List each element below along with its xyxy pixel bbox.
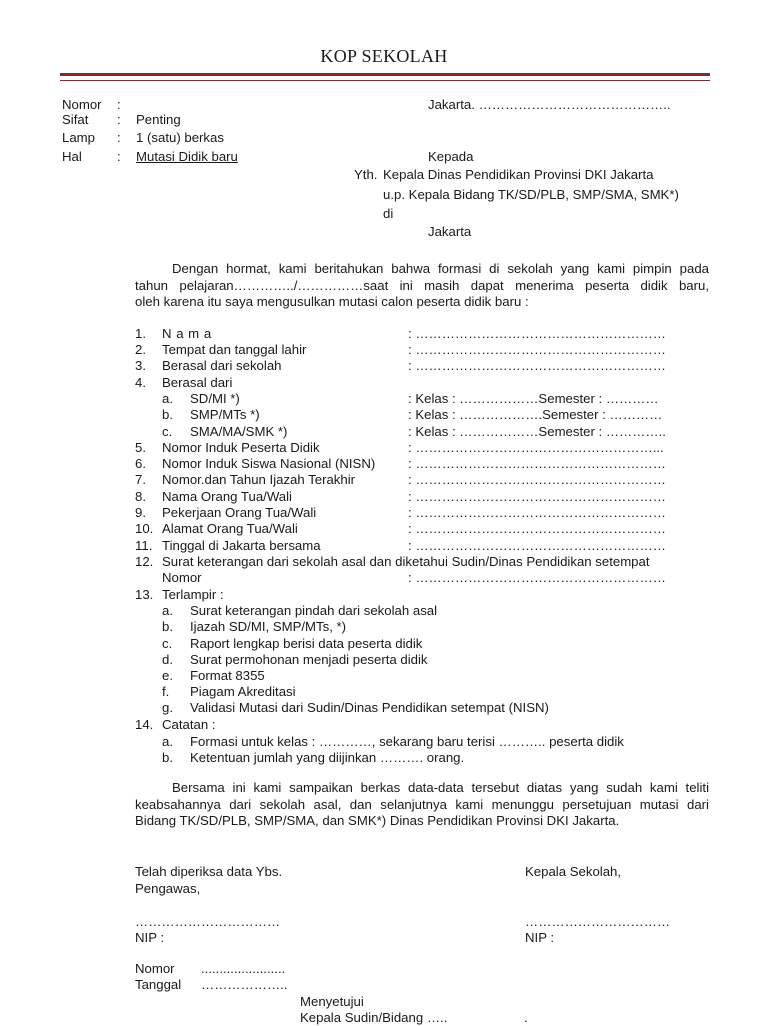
kepala-signature-dots: ……………………………: [525, 914, 671, 929]
item-label-6: Nomor Induk Siswa Nasional (NISN): [162, 456, 376, 471]
lamp-label: Lamp: [62, 130, 95, 145]
item-number-14: 14.: [135, 717, 154, 732]
attachment-b: Ijazah SD/MI, SMP/MTs, *): [190, 619, 347, 634]
intro-line-3: oleh karena itu saya mengusulkan mutasi calon peserta didik baru :: [135, 294, 529, 309]
nomor-footer-dots: .......................: [201, 961, 286, 976]
item-number-12: 12.: [135, 554, 154, 569]
item-number-7: 7.: [135, 472, 146, 487]
attachment-letter-f: f.: [162, 684, 170, 699]
item-fill-6: : …………………………………………………: [408, 456, 666, 471]
pengawas-line-2: Pengawas,: [135, 881, 201, 896]
subitem-fill-4c: : Kelas : ………………Semester : …………..: [408, 424, 666, 439]
subitem-label-4b: SMP/MTs *): [190, 407, 260, 422]
lamp-value: 1 (satu) berkas: [136, 130, 224, 145]
nomor-footer-label: Nomor: [135, 961, 175, 976]
recipient-di: di: [383, 206, 394, 221]
intro-line-2: tahun pelajaran…………../……………saat ini masih dapat menerima peserta didik baru,: [135, 277, 709, 293]
item-label-10: Alamat Orang Tua/Wali: [162, 521, 298, 536]
pengawas-nip: NIP :: [135, 930, 165, 945]
sifat-value: Penting: [136, 112, 181, 127]
nomor-label: Nomor: [62, 97, 102, 112]
attachment-f: Piagam Akreditasi: [190, 684, 296, 699]
item-number-5: 5.: [135, 440, 146, 455]
closing-line-3: Bidang TK/SD/PLB, SMP/SMA, dan SMK*) Dinas Pendidikan Provinsi DKI Jakarta.: [135, 813, 620, 828]
item-number-11: 11.: [135, 538, 153, 553]
subitem-fill-4a: : Kelas : ………………Semester : …………: [408, 391, 659, 406]
item-fill-8: : …………………………………………………: [408, 489, 666, 504]
header-rule-thick: [60, 73, 710, 76]
item-fill-11: : …………………………………………………: [408, 538, 666, 553]
closing-line-1: Bersama ini kami sampaikan berkas data-data tersebut diatas yang sudah kami teliti: [172, 780, 709, 795]
kepala-nip: NIP :: [525, 930, 555, 945]
kepala-sudin-label: Kepala Sudin/Bidang …..: [300, 1010, 448, 1025]
item-label-12: Surat keterangan dari sekolah asal dan diketahui Sudin/Dinas Pendidikan setempat: [162, 554, 650, 569]
recipient-city: Jakarta: [428, 224, 472, 239]
pengawas-signature-dots: ……………………………: [135, 914, 281, 929]
item-label-7: Nomor.dan Tahun Ijazah Terakhir: [162, 472, 356, 487]
item-label-9: Pekerjaan Orang Tua/Wali: [162, 505, 317, 520]
closing-line-2: keabsahannya dari sekolah asal, dan selanjutnya kami menunggu persetujuan mutasi dari: [135, 796, 709, 812]
item-number-1: 1.: [135, 326, 146, 341]
attachment-letter-a: a.: [162, 603, 173, 618]
kepala-sekolah-label: Kepala Sekolah,: [525, 864, 622, 879]
tanggal-footer-dots: ………………..: [201, 977, 288, 992]
note-a: Formasi untuk kelas : …………, sekarang baru terisi ……….. peserta didik: [190, 734, 624, 749]
yth-label: Yth.: [354, 167, 378, 182]
sifat-colon: :: [117, 112, 121, 127]
pengawas-line-1: Telah diperiksa data Ybs.: [135, 864, 283, 879]
attachment-e: Format 8355: [190, 668, 265, 683]
item-label-2: Tempat dan tanggal lahir: [162, 342, 307, 357]
subitem-letter-4a: a.: [162, 391, 173, 406]
note-letter-b: b.: [162, 750, 173, 765]
subitem-letter-4c: c.: [162, 424, 173, 439]
item-fill-5: : ………………………………………………...: [408, 440, 664, 455]
item-fill-2: : …………………………………………………: [408, 342, 666, 357]
item-number-9: 9.: [135, 505, 146, 520]
item-label-13: Terlampir :: [162, 587, 224, 602]
menyetujui-label: Menyetujui: [300, 994, 364, 1009]
item-label-1: N a m a: [162, 326, 212, 341]
item-number-2: 2.: [135, 342, 146, 357]
closing-paragraph: [135, 780, 709, 830]
item-label-12-nomor: Nomor: [162, 570, 202, 585]
subitem-fill-4b: : Kelas : ……………….Semester : …………: [408, 407, 663, 422]
attachment-a: Surat keterangan pindah dari sekolah asal: [190, 603, 438, 618]
note-b: Ketentuan jumlah yang diijinkan ………. orang.: [190, 750, 465, 765]
hal-value: Mutasi Didik baru: [136, 149, 238, 164]
hal-colon: :: [117, 149, 121, 164]
attachment-letter-e: e.: [162, 668, 173, 683]
item-label-11: Tinggal di Jakarta bersama: [162, 538, 321, 553]
item-label-4: Berasal dari: [162, 375, 233, 390]
page-title: KOP SEKOLAH: [320, 46, 448, 66]
trailing-mark: .: [524, 1010, 528, 1025]
item-fill-10: : …………………………………………………: [408, 521, 666, 536]
recipient-line-2: u.p. Kepala Bidang TK/SD/PLB, SMP/SMA, SMK*): [383, 187, 679, 202]
item-fill-9: : …………………………………………………: [408, 505, 666, 520]
hal-label: Hal: [62, 149, 82, 164]
sifat-label: Sifat: [62, 112, 89, 127]
attachment-letter-d: d.: [162, 652, 173, 667]
item-number-10: 10.: [135, 521, 154, 536]
tanggal-footer-label: Tanggal: [135, 977, 182, 992]
item-label-5: Nomor Induk Peserta Didik: [162, 440, 320, 455]
nomor-colon: :: [117, 97, 121, 112]
intro-paragraph: [135, 261, 709, 311]
item-number-8: 8.: [135, 489, 146, 504]
attachment-g: Validasi Mutasi dari Sudin/Dinas Pendidikan setempat (NISN): [190, 700, 549, 715]
subitem-letter-4b: b.: [162, 407, 173, 422]
item-fill-12: : …………………………………………………: [408, 570, 666, 585]
recipient-line-1: Kepala Dinas Pendidikan Provinsi DKI Jakarta: [383, 167, 654, 182]
item-number-4: 4.: [135, 375, 146, 390]
item-fill-7: : …………………………………………………: [408, 472, 666, 487]
attachment-letter-b: b.: [162, 619, 173, 634]
item-label-8: Nama Orang Tua/Wali: [162, 489, 292, 504]
kepada-label: Kepada: [428, 149, 474, 164]
item-number-3: 3.: [135, 358, 146, 373]
attachment-d: Surat permohonan menjadi peserta didik: [190, 652, 428, 667]
attachment-letter-g: g.: [162, 700, 173, 715]
subitem-label-4a: SD/MI *): [190, 391, 240, 406]
place-date: Jakarta. ……………………………………..: [428, 97, 671, 112]
attachment-letter-c: c.: [162, 636, 173, 651]
item-number-13: 13.: [135, 587, 154, 602]
item-fill-3: : …………………………………………………: [408, 358, 666, 373]
item-number-6: 6.: [135, 456, 146, 471]
attachment-c: Raport lengkap berisi data peserta didik: [190, 636, 423, 651]
subitem-label-4c: SMA/MA/SMK *): [190, 424, 288, 439]
lamp-colon: :: [117, 130, 121, 145]
item-label-14: Catatan :: [162, 717, 216, 732]
note-letter-a: a.: [162, 734, 173, 749]
item-label-3: Berasal dari sekolah: [162, 358, 282, 373]
header-rule-thin: [60, 80, 710, 81]
intro-line-1: Dengan hormat, kami beritahukan bahwa formasi di sekolah yang kami pimpin pada: [172, 261, 709, 276]
item-fill-1: : …………………………………………………: [408, 326, 666, 341]
